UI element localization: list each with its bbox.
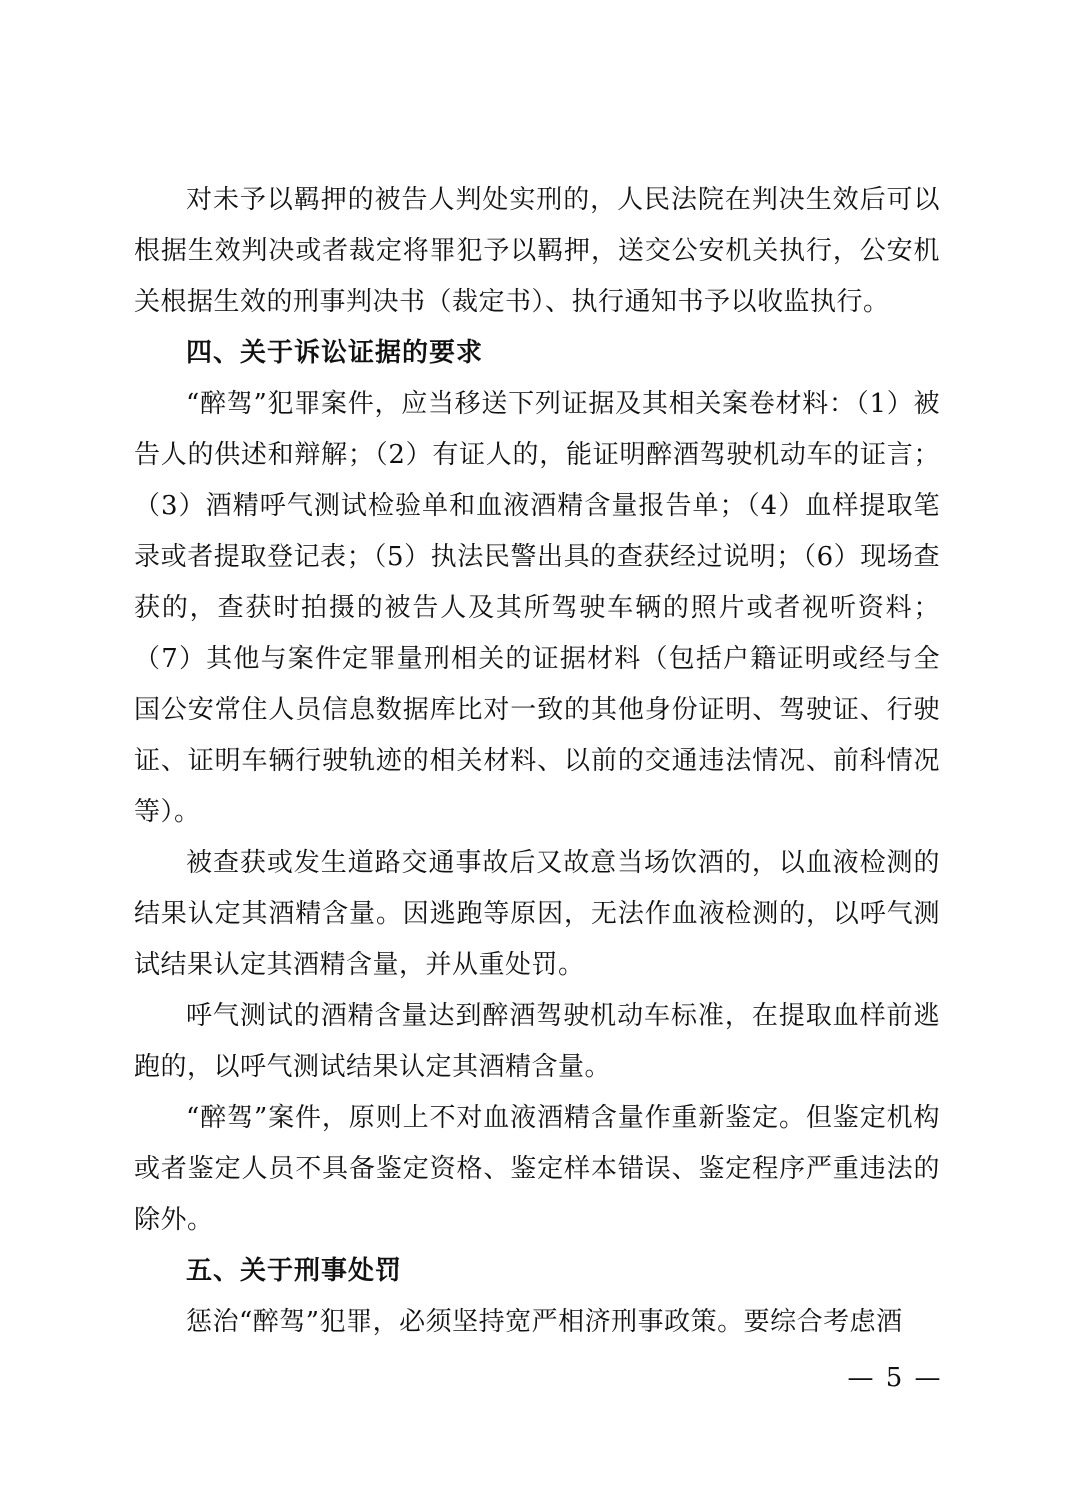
paragraph-escape-before-blood-sample: 呼气测试的酒精含量达到醉酒驾驶机动车标准，在提取血样前逃跑的，以呼气测试结果认定其酒精含量。 bbox=[134, 1001, 940, 1082]
paragraph-punishment-policy: 惩治“醉驾”犯罪，必须坚持宽严相济刑事政策。要综合考虑酒 bbox=[186, 1307, 903, 1337]
section-heading-evidence: 四、关于诉讼证据的要求 bbox=[186, 338, 484, 368]
section-heading-punishment: 五、关于刑事处罚 bbox=[186, 1256, 403, 1286]
paragraph-reappraisal: “醉驾”案件，原则上不对血液酒精含量作重新鉴定。但鉴定机构或者鉴定人员不具备鉴定资格、鉴定样本错误、鉴定程序严重违法的除外。 bbox=[134, 1103, 940, 1235]
paragraph-custody-execution: 对未予以羁押的被告人判处实刑的，人民法院在判决生效后可以根据生效判决或者裁定将罪犯予以羁押，送交公安机关执行，公安机关根据生效的刑事判决书（裁定书）、执行通知书予以收监执行。 bbox=[134, 185, 940, 317]
paragraph-drinking-after-accident: 被查获或发生道路交通事故后又故意当场饮酒的，以血液检测的结果认定其酒精含量。因逃跑等原因，无法作血液检测的，以呼气测试结果认定其酒精含量，并从重处罚。 bbox=[134, 848, 940, 980]
page-number: — 5 — bbox=[847, 1363, 943, 1393]
paragraph-evidence-list: “醉驾”犯罪案件，应当移送下列证据及其相关案卷材料：（1）被告人的供述和辩解；（2）有证人的，能证明醉酒驾驶机动车的证言；（3）酒精呼气测试检验单和血液酒精含量报告单；（4）血样提取笔录或者提取登记表；（5）执法民警出具的查获经过说明；（6）现场查获的，查获时拍摄的被告人及其所驾驶车辆的照片或者视听资料；（7）其他与案件定罪量刑相关的证据材料（包括户籍证明或经与全国公安常住人员信息数据库比对一致的其他身份证明、驾驶证、行驶证、证明车辆行驶轨迹的相关材料、以前的交通违法情况、前科情况等）。 bbox=[134, 389, 940, 827]
document-body bbox=[134, 175, 940, 1348]
